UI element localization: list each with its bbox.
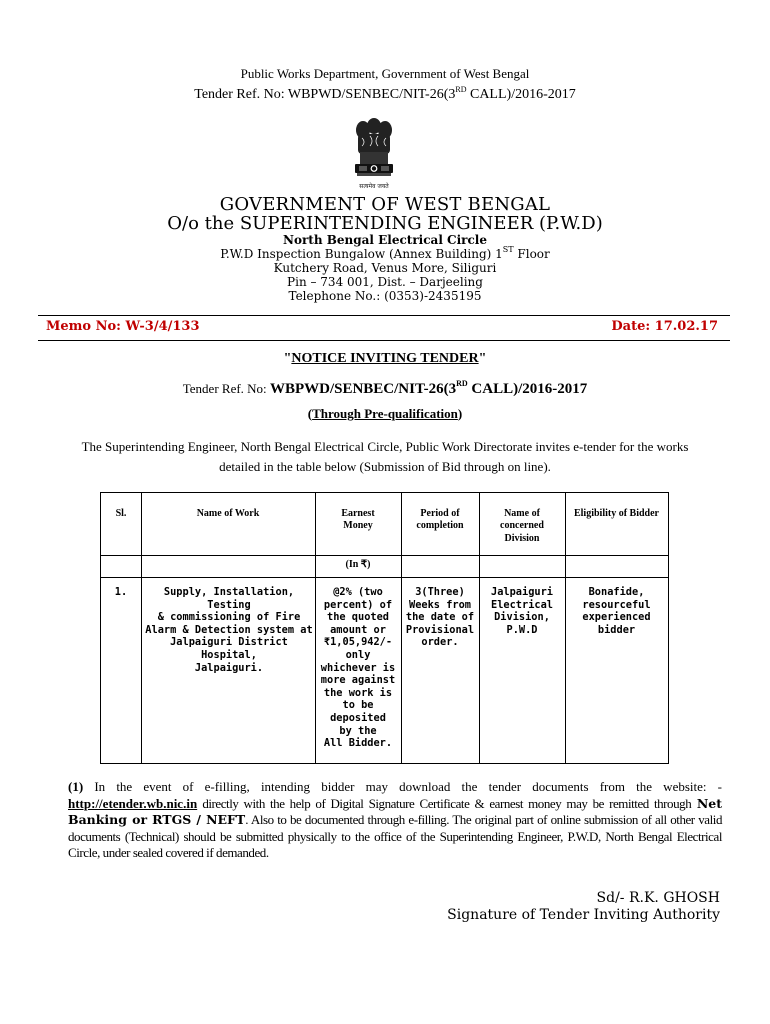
paragraph-text-a: In the event of e-filling, intending bidder may download the tender documents from the website: -	[83, 779, 722, 794]
table-cell-division: Jalpaiguri Electrical Division, P.W.D	[491, 586, 553, 636]
instruction-paragraph	[68, 779, 722, 862]
notice-ref-prefix: WBPWD/SENBEC/NIT-26(3	[269, 381, 457, 397]
notice-title	[0, 351, 770, 367]
tender-ref-header	[0, 87, 770, 103]
table-cell-eligibility: Bonafide, resourceful experienced bidder	[582, 586, 651, 636]
prequalification-note	[0, 406, 770, 422]
paragraph-number: (1)	[68, 779, 84, 794]
table-divider	[101, 577, 668, 578]
tender-ref-sup: RD	[455, 85, 467, 94]
header-earnest-money: Earnest Money	[341, 508, 375, 532]
earnest-unit: (In ₹)	[345, 559, 371, 570]
prequal-text: Through Pre-qualification	[312, 406, 458, 421]
notice-title-quote-open: "	[283, 351, 292, 366]
address-line-2: Kutchery Road, Venus More, Siliguri	[273, 261, 497, 275]
address-line-1-sup: ST	[502, 245, 514, 254]
table-cell-period: 3(Three) Weeks from the date of Provisional order.	[405, 586, 475, 649]
signatory-title: Signature of Tender Inviting Authority	[447, 907, 720, 923]
notice-ref-sup: RD	[456, 379, 468, 388]
tender-ref-prefix: Tender Ref. No: WBPWD/SENBEC/NIT-26(3	[194, 87, 456, 102]
notice-title-quote-close: "	[478, 351, 487, 366]
tender-ref-suffix: CALL)/2016-2017	[466, 87, 576, 102]
prequal-open: (	[307, 406, 313, 421]
state-emblem-icon	[346, 116, 402, 194]
address-line-3: Pin – 734 001, Dist. – Darjeeling	[287, 275, 483, 289]
address-line-1-pre: P.W.D Inspection Bungalow (Annex Building) 1	[220, 247, 503, 261]
prequal-close: )	[457, 406, 463, 421]
table-cell-name-of-work: Supply, Installation, Testing & commissioning of Fire Alarm & Detection system at Jalpaiguri District Hospital, Jalpaiguri.	[145, 586, 313, 674]
address-line-1-post: Floor	[513, 247, 550, 261]
header-eligibility: Eligibility of Bidder	[573, 508, 659, 519]
address-line-1	[0, 247, 770, 261]
paragraph-text-b: directly with the help of Digital Signature Certificate & earnest money may be remitted through	[197, 795, 692, 811]
table-cell-earnest: @2% (two percent) of the quoted amount or ₹1,05,942/- only whichever is more against the work is to be deposited by the All Bidder.	[320, 586, 396, 750]
intro-line-2: detailed in the table below (Submission of Bid through on line).	[219, 459, 551, 474]
header-division: Name of concerned Division	[500, 508, 544, 544]
table-divider	[141, 493, 142, 763]
government-title: GOVERNMENT OF WEST BENGAL	[219, 194, 551, 215]
office-title: O/o the SUPERINTENDING ENGINEER (P.W.D)	[167, 213, 603, 234]
header-period: Period of completion	[416, 508, 464, 532]
emblem-motto: सत्यमेव जयते	[359, 183, 389, 190]
telephone: Telephone No.: (0353)-2435195	[288, 289, 482, 303]
tender-table	[100, 492, 669, 764]
signatory-name: Sd/- R.K. GHOSH	[596, 890, 720, 906]
notice-title-text: NOTICE INVITING TENDER	[291, 351, 479, 366]
notice-tender-ref	[0, 381, 770, 398]
header-sl: Sl.	[115, 508, 127, 519]
notice-ref-label: Tender Ref. No:	[182, 381, 270, 396]
intro-line-1: The Superintending Engineer, North Bengal Electrical Circle, Public Work Directorate invites e-tender for the works	[81, 439, 689, 454]
net-banking-text: Net Banking or RTGS / NEFT	[68, 795, 722, 827]
memo-number: Memo No: W-3/4/133	[46, 319, 200, 334]
table-divider	[101, 555, 668, 556]
paragraph-text-c: . Also to be documented through e-filling. The original part of online submission of all other valid documents (Technical) should be submitted physically to the office of the Superintending Engineer, P.W.D, North Bengal Electrical Circle, under sealed covered if demanded.	[68, 812, 722, 860]
notice-ref-suffix: CALL)/2016-2017	[467, 381, 588, 397]
header-name-of-work: Name of Work	[196, 508, 260, 519]
etender-link[interactable]: http://etender.wb.nic.in	[68, 795, 198, 811]
table-cell-sl: 1.	[114, 586, 128, 598]
circle-name: North Bengal Electrical Circle	[283, 233, 487, 247]
department-header: Public Works Department, Government of West Bengal	[240, 66, 530, 81]
memo-date: Date: 17.02.17	[611, 319, 718, 334]
